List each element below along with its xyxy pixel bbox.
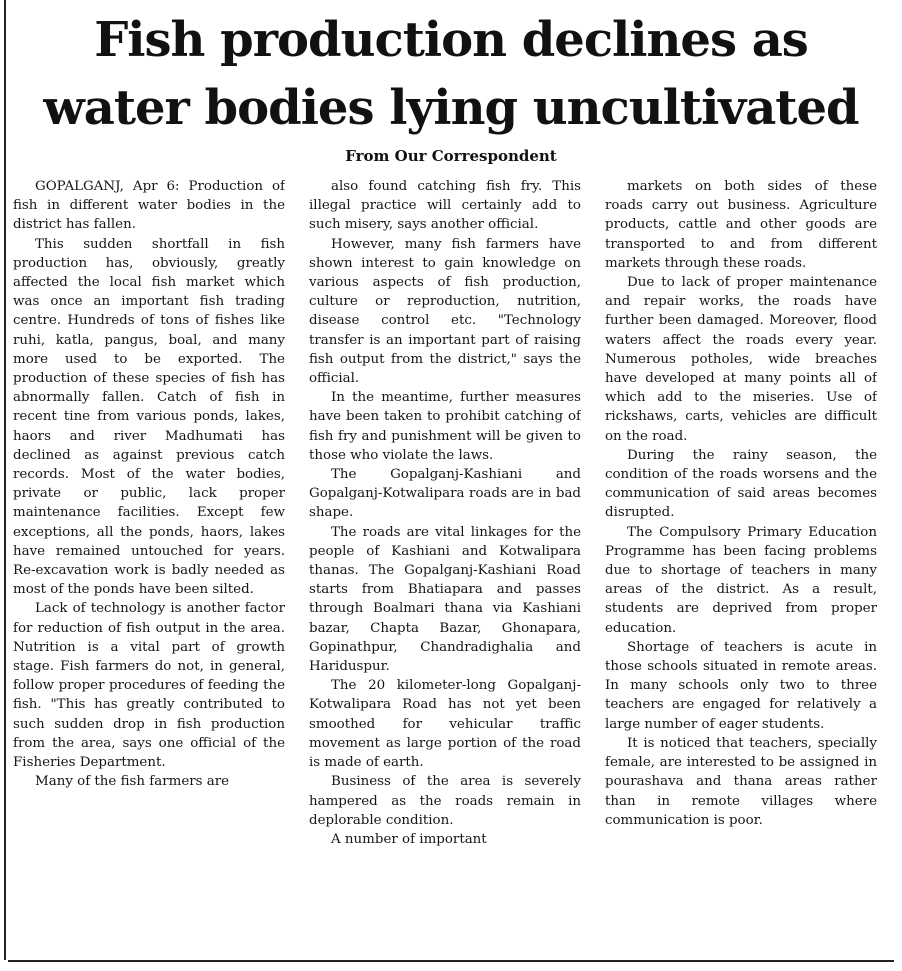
paragraph: It is noticed that teachers, specially female, are interested to be assigned in pourashava and thana areas rather than in remote villages where communication is poor. xyxy=(605,735,877,828)
paragraph: In the meantime, further measures have been taken to prohibit catching of fish fry and punishment will be given to those who violate the laws. xyxy=(309,390,581,463)
paragraph: GOPALGANJ, Apr 6: Production of fish in different water bodies in the district has fallen. xyxy=(13,179,285,233)
headline xyxy=(10,6,892,142)
paragraph: A number of important xyxy=(331,831,487,847)
article-column-3 xyxy=(605,177,877,957)
paragraph: also found catching fish fry. This illegal practice will certainly add to such misery, says another official. xyxy=(309,179,581,233)
paragraph: The Compulsory Primary Education Programme has been facing problems due to shortage of teachers in many areas of the district. As a result, students are deprived from proper education. xyxy=(605,524,877,636)
paragraph: However, many fish farmers have shown interest to gain knowledge on various aspects of fish production, culture or reproduction, nutrition, disease control etc. "Technology transfer is an important part of raising fish output from the district," says the official. xyxy=(309,236,581,387)
paragraph: The 20 kilometer-long Gopalganj-Kotwalipara Road has not yet been smoothed for vehicular traffic movement as large portion of the road is made of earth. xyxy=(309,678,581,771)
left-column-rule xyxy=(4,0,6,960)
paragraph: Due to lack of proper maintenance and repair works, the roads have further been damaged. Moreover, flood waters affect the roads every year. Numerous potholes, wide breaches have developed at many points all of which add to the miseries. Use of rickshaws, carts, vehicles are difficult on the road. xyxy=(605,275,877,444)
paragraph: The roads are vital linkages for the people of Kashiani and Kotwalipara thanas. The Gopalganj-Kashiani Road starts from Bhatiapara and passes through Boalmari thana via Kashiani bazar, Chapta Bazar, Ghonapara, Gopinathpur, Chandradighalia and Hariduspur. xyxy=(309,524,581,675)
paragraph: Shortage of teachers is acute in those schools situated in remote areas. In many schools only two to three teachers are engaged for relatively a large number of eager students. xyxy=(605,639,877,732)
paragraph: During the rainy season, the condition of the roads worsens and the communication of said areas becomes disrupted. xyxy=(605,447,877,521)
bottom-rule xyxy=(8,960,894,962)
byline: From Our Correspondent xyxy=(345,147,557,165)
article-column-1 xyxy=(13,177,285,957)
paragraph: The Gopalganj-Kashiani and Gopalganj-Kotwalipara roads are in bad shape. xyxy=(309,467,581,521)
paragraph: markets on both sides of these roads carry out business. Agriculture products, cattle and other goods are transported to and from different markets through these roads. xyxy=(605,179,877,271)
paragraph: Business of the area is severely hampered as the roads remain in deplorable condition. xyxy=(309,774,581,828)
paragraph: Lack of technology is another factor for reduction of fish output in the area. Nutrition is a vital part of growth stage. Fish farmers do not, in general, follow proper procedures of feeding the fish. "This has greatly contributed to such sudden drop in fish production from the area, says one official of the Fisheries Department. xyxy=(13,601,285,771)
headline-line-2: water bodies lying uncultivated xyxy=(43,80,859,136)
paragraph: This sudden shortfall in fish production has, obviously, greatly affected the local fish market which was once an important fish trading centre. Hundreds of tons of fishes like ruhi, katla, pangus, boal, and many more used to be exported. The production of these species of fish has abnormally fallen. Catch of fish in recent tine from various ponds, lakes, haors and river Madhumati has declined as against previous catch records. Most of the water bodies, private or public, lack proper maintenance facilities. Except few exceptions, all the ponds, haors, lakes have remained untouched for years. Re-excavation work is badly needed as most of the ponds have been silted. xyxy=(13,236,285,598)
article-column-2 xyxy=(309,177,581,957)
paragraph: Many of the fish farmers are xyxy=(35,774,230,790)
headline-line-1: Fish production declines as xyxy=(94,12,808,68)
